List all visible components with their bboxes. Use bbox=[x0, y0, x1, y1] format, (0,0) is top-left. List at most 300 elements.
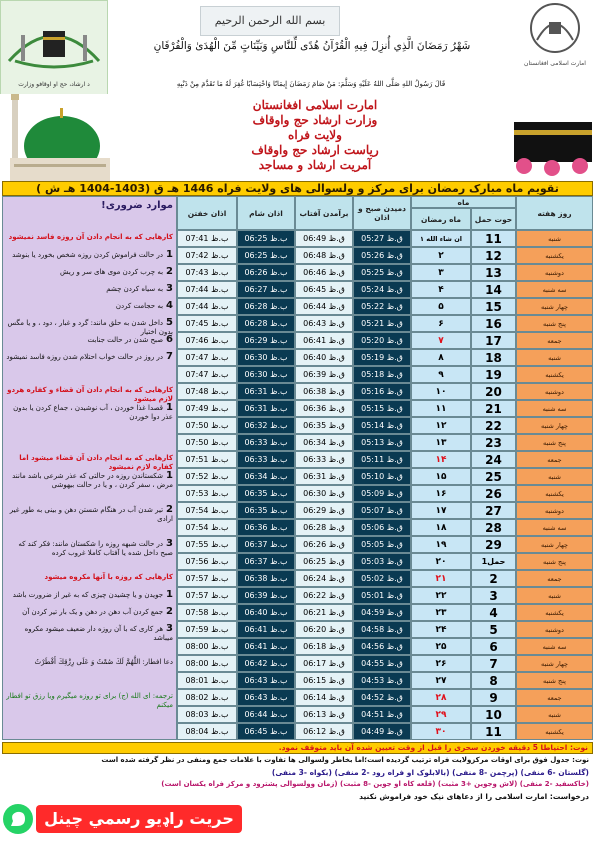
ramadan-day-cell: ۱۷ bbox=[411, 502, 471, 519]
ramadan-day-cell: ۱۱ bbox=[411, 400, 471, 417]
sahar-time-cell: 05:03 ق.ظ bbox=[353, 553, 411, 570]
radio-brand-banner bbox=[0, 802, 245, 836]
note-number: 1 bbox=[166, 589, 173, 600]
hamal-date-cell: 18 bbox=[471, 349, 516, 366]
ramadan-day-cell: ۲۱ bbox=[411, 570, 471, 587]
shaam-time-cell: 06:27 ب.ظ bbox=[237, 281, 295, 298]
hamal-date-cell: 15 bbox=[471, 298, 516, 315]
note-item bbox=[6, 250, 173, 260]
sahar-time-cell: 05:25 ق.ظ bbox=[353, 264, 411, 281]
shaam-time-cell: 06:36 ب.ظ bbox=[237, 519, 295, 536]
khuftan-time-cell: 07:57 ب.ظ bbox=[177, 587, 237, 604]
note-number: 5 bbox=[166, 317, 173, 328]
col-header-hamal: حوت حمل bbox=[471, 208, 516, 230]
khuftan-time-cell: 07:45 ب.ظ bbox=[177, 315, 237, 332]
hamal-date-cell: 11 bbox=[471, 723, 516, 740]
hamal-date-cell: 9 bbox=[471, 689, 516, 706]
note-number: 1 bbox=[166, 470, 173, 481]
note-text: در روز در حالت خواب احتلام شدن روزه فاسد نمیشود bbox=[6, 353, 164, 361]
weekday-cell: پنج شنبه bbox=[516, 434, 593, 451]
ministry-logo-text: د ارشاد، حج او اوقافو وزارت bbox=[18, 81, 90, 88]
khuftan-time-cell: 07:48 ب.ظ bbox=[177, 383, 237, 400]
note-number: 3 bbox=[166, 623, 173, 634]
ramadan-day-cell: ۲۸ bbox=[411, 689, 471, 706]
sunrise-time-cell: 06:24 ق.ظ bbox=[295, 570, 353, 587]
org-line-1: امارت اسلامی افغانستان bbox=[252, 98, 378, 112]
shaam-time-cell: 06:30 ب.ظ bbox=[237, 349, 295, 366]
khuftan-time-cell: 07:51 ب.ظ bbox=[177, 451, 237, 468]
ramadan-day-cell: ۲۶ bbox=[411, 655, 471, 672]
hamal-date-cell: 3 bbox=[471, 587, 516, 604]
ramadan-day-cell: ۹ bbox=[411, 366, 471, 383]
sunrise-time-cell: 06:30 ق.ظ bbox=[295, 485, 353, 502]
weekday-cell: جمعه bbox=[516, 570, 593, 587]
note-number: 3 bbox=[166, 283, 173, 294]
note-item bbox=[6, 284, 173, 294]
shaam-time-cell: 06:44 ب.ظ bbox=[237, 706, 295, 723]
sunrise-time-cell: 06:29 ق.ظ bbox=[295, 502, 353, 519]
khuftan-time-cell: 07:53 ب.ظ bbox=[177, 485, 237, 502]
khuftan-time-cell: 08:02 ب.ظ bbox=[177, 689, 237, 706]
sahar-time-cell: 05:07 ق.ظ bbox=[353, 502, 411, 519]
radio-brand-text: حريت راډيو رسمي چينل bbox=[36, 805, 242, 833]
sahar-time-cell: 04:56 ق.ظ bbox=[353, 638, 411, 655]
sahar-time-cell: 05:20 ق.ظ bbox=[353, 332, 411, 349]
shaam-time-cell: 06:40 ب.ظ bbox=[237, 604, 295, 621]
weekday-cell: شنبه bbox=[516, 587, 593, 604]
note-item bbox=[6, 624, 173, 643]
ramadan-day-cell: ۶ bbox=[411, 315, 471, 332]
khuftan-time-cell: 07:52 ب.ظ bbox=[177, 468, 237, 485]
sahar-time-cell: 04:51 ق.ظ bbox=[353, 706, 411, 723]
whatsapp-icon bbox=[0, 802, 36, 836]
note-text: کارهایی که به انجام دادن آن قضاء میشود اما کفاره لازم نمیشود bbox=[19, 454, 173, 471]
note-number: 2 bbox=[166, 266, 173, 277]
note-item bbox=[6, 301, 173, 311]
note-text: جویدن و یا چشیدن چیزی که به غیر از ضرورت باشد bbox=[12, 591, 164, 599]
note-item bbox=[6, 267, 173, 277]
kaaba-icon bbox=[510, 72, 595, 177]
shaam-time-cell: 06:45 ب.ظ bbox=[237, 723, 295, 740]
note-number: 7 bbox=[166, 351, 173, 362]
weekday-cell: یکشنبه bbox=[516, 366, 593, 383]
hamal-date-cell: 28 bbox=[471, 519, 516, 536]
sunrise-time-cell: 06:38 ق.ظ bbox=[295, 383, 353, 400]
note-number: 4 bbox=[166, 300, 173, 311]
ramadan-day-cell: ۲۷ bbox=[411, 672, 471, 689]
shaam-time-cell: 06:33 ب.ظ bbox=[237, 451, 295, 468]
shaam-time-cell: 06:31 ب.ظ bbox=[237, 383, 295, 400]
sahar-time-cell: 05:27 ق.ظ bbox=[353, 230, 411, 247]
hamal-date-cell: 8 bbox=[471, 672, 516, 689]
sahar-time-cell: 04:53 ق.ظ bbox=[353, 672, 411, 689]
note-text: شکستاندن روزه در حالتی که عذر شرعی باشد مانند مرض ، سفر کردن ، و یا در حالت بیهوشی bbox=[12, 472, 173, 489]
ministry-logo bbox=[0, 0, 108, 96]
khuftan-time-cell: 07:46 ب.ظ bbox=[177, 332, 237, 349]
shaam-time-cell: 06:28 ب.ظ bbox=[237, 315, 295, 332]
bismillah-calligraphy: بسم الله الرحمن الرحيم bbox=[200, 6, 340, 36]
weekday-cell: دوشنبه bbox=[516, 502, 593, 519]
weekday-cell: سه شنبه bbox=[516, 638, 593, 655]
shaam-time-cell: 06:38 ب.ظ bbox=[237, 570, 295, 587]
shaam-time-cell: 06:41 ب.ظ bbox=[237, 621, 295, 638]
khuftan-time-cell: 07:54 ب.ظ bbox=[177, 502, 237, 519]
ramadan-day-cell: ۲۲ bbox=[411, 587, 471, 604]
quran-verse: شَهْرُ رَمَضَانَ الَّذِي أُنزِلَ فِيهِ الْقُرْآنُ هُدًى لِّلنَّاسِ وَبَيِّنَاتٍ مِّنَ الْهُدَىٰ وَالْفُرْقَانِ bbox=[153, 40, 471, 52]
hamal-date-cell: 20 bbox=[471, 383, 516, 400]
ramadan-day-cell: ۸ bbox=[411, 349, 471, 366]
notes-heading bbox=[6, 201, 173, 210]
khuftan-time-cell: 08:03 ب.ظ bbox=[177, 706, 237, 723]
weekday-cell: شنبه bbox=[516, 349, 593, 366]
notes-panel bbox=[2, 196, 177, 740]
weekday-cell: سه شنبه bbox=[516, 400, 593, 417]
khuftan-time-cell: 07:42 ب.ظ bbox=[177, 247, 237, 264]
ramadan-day-cell: ۱۹ bbox=[411, 536, 471, 553]
sahar-time-cell: 05:16 ق.ظ bbox=[353, 383, 411, 400]
ramadan-day-cell: ۱۵ bbox=[411, 468, 471, 485]
sahar-time-cell: 05:26 ق.ظ bbox=[353, 247, 411, 264]
note-text: در حالت شبهه روزه را شکستان مانند: فکر کند که صبح داخل شده یا آفتاب کاملا غروب کرده bbox=[18, 540, 173, 557]
notes-section-title bbox=[6, 386, 173, 404]
hamal-date-cell: 26 bbox=[471, 485, 516, 502]
note-text: هر کاری که با آن روزه دار ضعیف میشود مکروه میباشد bbox=[24, 625, 173, 642]
note-text: کارهایی که به انجام دادن آن قضاء و کفاره هردو لازم میشود bbox=[7, 386, 173, 403]
sunrise-time-cell: 06:15 ق.ظ bbox=[295, 672, 353, 689]
hamal-date-cell: 25 bbox=[471, 468, 516, 485]
ramadan-day-cell: ۵ bbox=[411, 298, 471, 315]
ramadan-day-cell: ۲۰ bbox=[411, 553, 471, 570]
col-header-shaam: اذان شام bbox=[237, 196, 295, 230]
note-item bbox=[6, 471, 173, 490]
ramadan-day-cell: ۲۴ bbox=[411, 621, 471, 638]
note-text: به سیاه کردن چشم bbox=[106, 285, 164, 293]
sahar-time-cell: 05:13 ق.ظ bbox=[353, 434, 411, 451]
sunrise-time-cell: 06:34 ق.ظ bbox=[295, 434, 353, 451]
ramadan-day-cell: ۱۴ bbox=[411, 451, 471, 468]
sahar-time-cell: 04:58 ق.ظ bbox=[353, 621, 411, 638]
ramadan-day-cell: ۱۲ bbox=[411, 417, 471, 434]
weekday-cell: جمعه bbox=[516, 332, 593, 349]
ramadan-day-cell: ۲۵ bbox=[411, 638, 471, 655]
hamal-date-cell: 29 bbox=[471, 536, 516, 553]
shaam-time-cell: 06:43 ب.ظ bbox=[237, 672, 295, 689]
sahar-time-cell: 05:22 ق.ظ bbox=[353, 298, 411, 315]
org-line-5: آمریت ارشاد و مساجد bbox=[258, 158, 372, 172]
sunrise-time-cell: 06:17 ق.ظ bbox=[295, 655, 353, 672]
weekday-cell: پنج شنبه bbox=[516, 672, 593, 689]
notes-section-title bbox=[6, 454, 173, 472]
hamal-date-cell: 4 bbox=[471, 604, 516, 621]
sahar-time-cell: 05:01 ق.ظ bbox=[353, 587, 411, 604]
green-dome-image bbox=[0, 94, 112, 184]
khuftan-time-cell: 07:58 ب.ظ bbox=[177, 604, 237, 621]
note-item bbox=[6, 403, 173, 422]
sunrise-time-cell: 06:35 ق.ظ bbox=[295, 417, 353, 434]
emirate-emblem-icon bbox=[515, 0, 595, 60]
shaam-time-cell: 06:33 ب.ظ bbox=[237, 434, 295, 451]
note-number: 2 bbox=[166, 504, 173, 515]
ramadan-day-cell: ۱۰ bbox=[411, 383, 471, 400]
weekday-cell: دوشنبه bbox=[516, 383, 593, 400]
khuftan-time-cell: 07:54 ب.ظ bbox=[177, 519, 237, 536]
sunrise-time-cell: 06:43 ق.ظ bbox=[295, 315, 353, 332]
emirate-logo-text: امارت اسلامی افغانستان bbox=[524, 60, 586, 67]
col-header-month-group: ماه bbox=[411, 196, 516, 208]
sunrise-time-cell: 06:44 ق.ظ bbox=[295, 298, 353, 315]
khuftan-time-cell: 07:55 ب.ظ bbox=[177, 536, 237, 553]
sahar-time-cell: 05:19 ق.ظ bbox=[353, 349, 411, 366]
sunrise-time-cell: 06:49 ق.ظ bbox=[295, 230, 353, 247]
khuftan-time-cell: 08:01 ب.ظ bbox=[177, 672, 237, 689]
sunrise-time-cell: 06:39 ق.ظ bbox=[295, 366, 353, 383]
note-text: ترجمه: ای الله (ج) برای تو روزه میگیرم ویا رزق تو افطار میکنم bbox=[6, 692, 173, 709]
hamal-date-cell: 10 bbox=[471, 706, 516, 723]
note-item bbox=[6, 352, 173, 362]
col-header-sahar: دمیدن صبح و اذان bbox=[353, 196, 411, 230]
hadith: قَالَ رَسُولُ اللهِ صَلَّى اللهُ عَلَيْهِ وَسَلَّمَ: مَنْ صَامَ رَمَضَانَ إِيمَانًا وَاحْتِسَابًا غُفِرَ لَهُ مَا تَقَدَّمَ مِنْ ذَنْبِهِ bbox=[176, 80, 446, 88]
weekday-cell: یکشنبه bbox=[516, 485, 593, 502]
district-offsets-2: (خاکسفید -2 منفی) (لاش وجوین +3 مثبت) (قلعه کاه او جوین -8 مثبت) (زمان وولسوالی پشترود و مرکز فراه یکسان است) bbox=[161, 780, 589, 788]
shaam-time-cell: 06:28 ب.ظ bbox=[237, 298, 295, 315]
shaam-time-cell: 06:25 ب.ظ bbox=[237, 230, 295, 247]
sunrise-time-cell: 06:21 ق.ظ bbox=[295, 604, 353, 621]
shaam-time-cell: 06:35 ب.ظ bbox=[237, 502, 295, 519]
khuftan-time-cell: 07:57 ب.ظ bbox=[177, 570, 237, 587]
note-item bbox=[6, 658, 173, 667]
sahar-time-cell: 05:09 ق.ظ bbox=[353, 485, 411, 502]
weekday-cell: سه شنبه bbox=[516, 281, 593, 298]
khuftan-time-cell: 07:43 ب.ظ bbox=[177, 264, 237, 281]
sunrise-time-cell: 06:12 ق.ظ bbox=[295, 723, 353, 740]
col-header-sunrise: برآمدن آفتاب bbox=[295, 196, 353, 230]
hamal-date-cell: 11 bbox=[471, 230, 516, 247]
sunrise-time-cell: 06:46 ق.ظ bbox=[295, 264, 353, 281]
sahar-time-cell: 05:21 ق.ظ bbox=[353, 315, 411, 332]
org-line-4: ریاست ارشاد حج واوقاف bbox=[251, 143, 379, 157]
khuftan-time-cell: 07:44 ب.ظ bbox=[177, 281, 237, 298]
note-item bbox=[6, 692, 173, 710]
note-text: دعا افطار: اللَّهُمَّ لَكَ صُمْتُ وَ عَلَى رِزْقِكَ أَفْطَرْتُ bbox=[34, 658, 173, 666]
sunrise-time-cell: 06:14 ق.ظ bbox=[295, 689, 353, 706]
sunrise-time-cell: 06:20 ق.ظ bbox=[295, 621, 353, 638]
note-item bbox=[6, 505, 173, 524]
sahar-time-cell: 04:59 ق.ظ bbox=[353, 604, 411, 621]
ramadan-day-cell: ۳ bbox=[411, 264, 471, 281]
weekday-cell: شنبه bbox=[516, 706, 593, 723]
sahar-time-cell: 04:55 ق.ظ bbox=[353, 655, 411, 672]
green-dome-icon bbox=[0, 94, 112, 184]
shaam-time-cell: 06:42 ب.ظ bbox=[237, 655, 295, 672]
note-text: به حجامت کردن bbox=[115, 302, 164, 310]
ramadan-day-cell: ۱۳ bbox=[411, 434, 471, 451]
shaam-time-cell: 06:37 ب.ظ bbox=[237, 536, 295, 553]
khuftan-time-cell: 08:00 ب.ظ bbox=[177, 638, 237, 655]
note-item bbox=[6, 335, 173, 345]
note-text: در حالت فراموش کردن روزه شخص بخورد یا بنوشد bbox=[12, 251, 164, 259]
shaam-time-cell: 06:43 ب.ظ bbox=[237, 689, 295, 706]
hamal-date-cell: 7 bbox=[471, 655, 516, 672]
khuftan-time-cell: 07:49 ب.ظ bbox=[177, 400, 237, 417]
shaam-time-cell: 06:37 ب.ظ bbox=[237, 553, 295, 570]
note-text: جمع کردن آب دهن در دهن و یک بار تیر کردن آن bbox=[22, 608, 164, 616]
hamal-date-cell: 24 bbox=[471, 451, 516, 468]
khuftan-time-cell: 07:56 ب.ظ bbox=[177, 553, 237, 570]
weekday-cell: سه شنبه bbox=[516, 519, 593, 536]
emirate-logo bbox=[515, 0, 595, 72]
note-text: صبح شدن در حالت جنابت bbox=[87, 336, 164, 344]
org-line-2: وزارت ارشاد حج واوقاف bbox=[252, 113, 378, 127]
khuftan-time-cell: 07:50 ب.ظ bbox=[177, 434, 237, 451]
weekday-cell: شنبه bbox=[516, 230, 593, 247]
note-number: 3 bbox=[166, 538, 173, 549]
note-item bbox=[6, 590, 173, 600]
sahar-time-cell: 05:10 ق.ظ bbox=[353, 468, 411, 485]
sunrise-time-cell: 06:36 ق.ظ bbox=[295, 400, 353, 417]
hamal-date-cell: 1حمل bbox=[471, 553, 516, 570]
hamal-date-cell: 16 bbox=[471, 315, 516, 332]
hamal-date-cell: 23 bbox=[471, 434, 516, 451]
sahar-time-cell: 05:18 ق.ظ bbox=[353, 366, 411, 383]
khuftan-time-cell: 07:50 ب.ظ bbox=[177, 417, 237, 434]
hamal-date-cell: 19 bbox=[471, 366, 516, 383]
ramadan-day-cell: ۲ bbox=[411, 247, 471, 264]
ramadan-day-cell: ۴ bbox=[411, 281, 471, 298]
khuftan-time-cell: 07:47 ب.ظ bbox=[177, 349, 237, 366]
khuftan-time-cell: 07:41 ب.ظ bbox=[177, 230, 237, 247]
calendar-title: تقویم ماه مبارک رمضان برای مرکز و ولسوالی های ولایت فراه 1446 هـ ق (1403-1404 هـ ش ) bbox=[2, 181, 593, 196]
khuftan-time-cell: 08:04 ب.ظ bbox=[177, 723, 237, 740]
hamal-date-cell: 17 bbox=[471, 332, 516, 349]
shaam-time-cell: 06:25 ب.ظ bbox=[237, 247, 295, 264]
sunrise-time-cell: 06:31 ق.ظ bbox=[295, 468, 353, 485]
kaaba-image bbox=[510, 72, 595, 177]
sunrise-time-cell: 06:41 ق.ظ bbox=[295, 332, 353, 349]
col-header-khuftan: اذان خفتن bbox=[177, 196, 237, 230]
weekday-cell: دوشنبه bbox=[516, 264, 593, 281]
shaam-time-cell: 06:39 ب.ظ bbox=[237, 587, 295, 604]
sahar-time-cell: 04:52 ق.ظ bbox=[353, 689, 411, 706]
sunrise-time-cell: 06:18 ق.ظ bbox=[295, 638, 353, 655]
ramadan-day-cell: ۷ bbox=[411, 332, 471, 349]
shaam-time-cell: 06:34 ب.ظ bbox=[237, 468, 295, 485]
hamal-date-cell: 14 bbox=[471, 281, 516, 298]
col-header-ramadan: ماه رمضان bbox=[411, 208, 471, 230]
sahar-time-cell: 05:05 ق.ظ bbox=[353, 536, 411, 553]
note-text: کارهایی که به انجام دادن آن روزه فاسد نمیشود bbox=[8, 233, 173, 241]
weekday-cell: چهار شنبه bbox=[516, 298, 593, 315]
sunrise-time-cell: 06:26 ق.ظ bbox=[295, 536, 353, 553]
org-line-3: ولایت فراه bbox=[288, 128, 342, 142]
weekday-cell: پنج شنبه bbox=[516, 553, 593, 570]
sahar-time-cell: 05:11 ق.ظ bbox=[353, 451, 411, 468]
shaam-time-cell: 06:30 ب.ظ bbox=[237, 366, 295, 383]
sahar-time-cell: 05:02 ق.ظ bbox=[353, 570, 411, 587]
note-item bbox=[6, 607, 173, 617]
sunrise-time-cell: 06:45 ق.ظ bbox=[295, 281, 353, 298]
sahar-time-cell: 05:24 ق.ظ bbox=[353, 281, 411, 298]
shaam-time-cell: 06:26 ب.ظ bbox=[237, 264, 295, 281]
hamal-date-cell: 12 bbox=[471, 247, 516, 264]
sunrise-time-cell: 06:22 ق.ظ bbox=[295, 587, 353, 604]
note-text: قصدا غذا خوردن ، آب نوشیدن ، جماع کردن یا بدون عذر دوا خوردن bbox=[13, 404, 173, 421]
weekday-cell: پنج شنبه bbox=[516, 315, 593, 332]
weekday-cell: چهار شنبه bbox=[516, 417, 593, 434]
hamal-date-cell: 21 bbox=[471, 400, 516, 417]
weekday-cell: شنبه bbox=[516, 468, 593, 485]
sahar-time-cell: 05:14 ق.ظ bbox=[353, 417, 411, 434]
note-text: داخل شدن به حلق مانند: گرد و غبار ، دود ، و یا مگس بدون اختیار bbox=[7, 319, 173, 336]
notes-section-title bbox=[6, 233, 173, 242]
weekday-cell: یکشنبه bbox=[516, 604, 593, 621]
mosque-emblem-icon bbox=[1, 1, 107, 81]
hamal-date-cell: 13 bbox=[471, 264, 516, 281]
weekday-cell: چهار شنبه bbox=[516, 655, 593, 672]
col-header-day: روز هفته bbox=[516, 196, 593, 230]
ramadan-day-cell: ۲۹ bbox=[411, 706, 471, 723]
shaam-time-cell: 06:41 ب.ظ bbox=[237, 638, 295, 655]
weekday-cell: چهار شنبه bbox=[516, 536, 593, 553]
sahar-time-cell: 04:49 ق.ظ bbox=[353, 723, 411, 740]
ramadan-day-cell: ۱۸ bbox=[411, 519, 471, 536]
khuftan-time-cell: 08:00 ب.ظ bbox=[177, 655, 237, 672]
sunrise-time-cell: 06:28 ق.ظ bbox=[295, 519, 353, 536]
hamal-date-cell: 22 bbox=[471, 417, 516, 434]
ramadan-day-cell: ۲۳ bbox=[411, 604, 471, 621]
sahar-time-cell: 05:15 ق.ظ bbox=[353, 400, 411, 417]
district-adjust-note: نوت: جدول فوق برای اوقات مرکزولایت فراه ترتیب گردیده است؛اما بخاطر ولسوالی ها تفاوت با علامات جمع ومنفی در نظر گرفته شده است bbox=[101, 756, 589, 764]
sunrise-time-cell: 06:40 ق.ظ bbox=[295, 349, 353, 366]
district-offsets-1: (گلستان -6 منفی) (پرچمن -8 منفی) (بالابلوک او فراه رود -2 منفی) (بکواه -3 منفی) bbox=[271, 768, 589, 777]
khuftan-time-cell: 07:44 ب.ظ bbox=[177, 298, 237, 315]
note-item bbox=[6, 539, 173, 558]
sunrise-time-cell: 06:48 ق.ظ bbox=[295, 247, 353, 264]
ramadan-timetable bbox=[2, 196, 593, 740]
khuftan-time-cell: 07:47 ب.ظ bbox=[177, 366, 237, 383]
weekday-cell: دوشنبه bbox=[516, 621, 593, 638]
sahar-caution-note: نوت: احتیاطا 5 دقیقه خوردن سحری را قبل از وقت تعیین شده آن باید متوقف نمود. bbox=[2, 742, 593, 754]
note-number: 2 bbox=[166, 606, 173, 617]
note-text: موارد ضروری! bbox=[101, 200, 173, 211]
ramadan-day-cell: ۱۶ bbox=[411, 485, 471, 502]
shaam-time-cell: 06:31 ب.ظ bbox=[237, 400, 295, 417]
hamal-date-cell: 2 bbox=[471, 570, 516, 587]
note-number: 1 bbox=[166, 402, 173, 413]
khuftan-time-cell: 07:59 ب.ظ bbox=[177, 621, 237, 638]
note-number: 1 bbox=[166, 249, 173, 260]
sunrise-time-cell: 06:25 ق.ظ bbox=[295, 553, 353, 570]
weekday-cell: یکشنبه bbox=[516, 247, 593, 264]
dua-request: درخواست: امارت اسلامی را از دعاهای نیک خود فراموش نکنید bbox=[359, 792, 589, 801]
hamal-date-cell: 6 bbox=[471, 638, 516, 655]
note-text: تیر شدن آب در هنگام شستن دهن و بینی به طور غیر ارادی bbox=[9, 506, 173, 523]
sahar-time-cell: 05:06 ق.ظ bbox=[353, 519, 411, 536]
notes-section-title bbox=[6, 573, 173, 582]
sunrise-time-cell: 06:33 ق.ظ bbox=[295, 451, 353, 468]
ramadan-day-cell: ۳۰ bbox=[411, 723, 471, 740]
shaam-time-cell: 06:29 ب.ظ bbox=[237, 332, 295, 349]
note-number: 6 bbox=[166, 334, 173, 345]
weekday-cell: جمعه bbox=[516, 689, 593, 706]
sunrise-time-cell: 06:13 ق.ظ bbox=[295, 706, 353, 723]
shaam-time-cell: 06:35 ب.ظ bbox=[237, 485, 295, 502]
shaam-time-cell: 06:32 ب.ظ bbox=[237, 417, 295, 434]
note-text: کارهایی که روزه با آنها مکروه میشود bbox=[44, 573, 173, 581]
hamal-date-cell: 5 bbox=[471, 621, 516, 638]
ramadan-day-cell: ۱ ان شاء الله bbox=[411, 230, 471, 247]
hamal-date-cell: 27 bbox=[471, 502, 516, 519]
weekday-cell: یکشنبه bbox=[516, 723, 593, 740]
